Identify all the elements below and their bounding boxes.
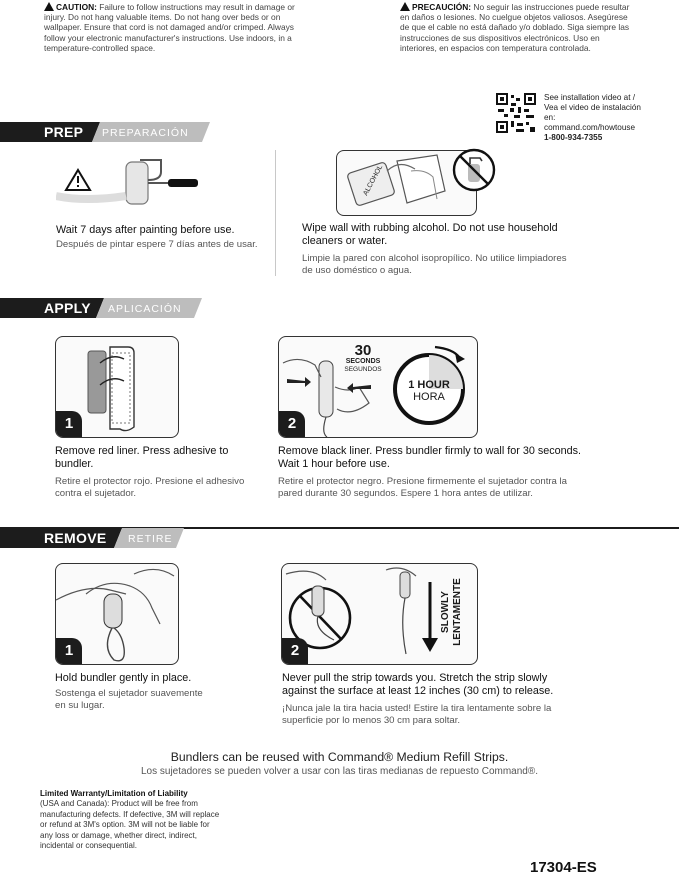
warranty-block: [40, 789, 220, 851]
warning-icon: [44, 2, 54, 11]
warning-icon: [400, 2, 410, 11]
qr-code[interactable]: [496, 93, 536, 133]
video-url[interactable]: command.com/howtouse: [544, 123, 636, 132]
remove-step1-text-es: Sostenga el sujetador suavemente en su lugar.: [55, 688, 203, 711]
hold-bundler-illustration: [55, 563, 179, 665]
caution-en: [44, 2, 312, 53]
apply-step1-text: Remove red liner. Press adhesive to bundler.: [55, 445, 229, 470]
hour-label-es: HORA: [413, 391, 445, 403]
video-info: [544, 93, 644, 143]
step-number-badge: 1: [56, 638, 82, 664]
precaucion-label: PRECAUCIÓN:: [412, 2, 472, 12]
remove-red-liner-illustration: [55, 336, 179, 438]
prep-step1-text-es: Después de pintar espere 7 días antes de usar.: [56, 239, 258, 250]
remove-step1-text: Hold bundler gently in place.: [55, 672, 192, 684]
alcohol-label: ALCOHOL: [362, 164, 385, 197]
prep-step2-text-es: Limpie la pared con alcohol isopropílico. No utilice limpiadores de uso doméstico o agua.: [302, 253, 567, 276]
caution-es: [400, 2, 636, 53]
step-number-badge: 2: [279, 411, 305, 437]
apply-step2-text: Remove black liner. Press bundler firmly to wall for 30 seconds. Wait 1 hour before use.: [278, 445, 582, 470]
seconds-timer: [341, 343, 385, 374]
warranty-text: (USA and Canada): Product will be free from manufacturing defects. If defective, 3M will replace or refund at 3M's option. 3M will not be liable for any loss or damage, whether direct, indirect, incidental or consequential.: [40, 799, 220, 851]
seconds-label: SECONDS: [345, 358, 381, 365]
paint-roller-illustration: [56, 152, 206, 212]
apply-title-es: APLICACIÓN: [108, 303, 182, 315]
caution-text: Failure to follow instructions may result in damage or injury. Do not hang valuable items. Do not hang over beds or on wallpaper. Ensure that cord is not damaged and/or crimped. Always follow your electronic manufacturer's instructions. Use indoors, in a temperature-controlled space.: [44, 2, 295, 53]
product-code: 17304-ES: [530, 859, 597, 876]
hour-label: 1 HOUR: [408, 379, 450, 391]
apply-step1-text-es: Retire el protector rojo. Presione el adhesivo contra el sujetador.: [55, 476, 245, 499]
precaucion-text: No seguir las instrucciones puede resultar en daños o lesiones. No cuelgue objetos valiosos. Asegúrese de que el cable no está dañado y/o doblado. Siga siempre las instrucciones de sus dispositivos electrónicos. Uso en interiores, en espacios con temperatura controlada.: [400, 2, 630, 53]
prep-step2-text: Wipe wall with rubbing alcohol. Do not use household cleaners or water.: [302, 222, 558, 247]
slowly-text: SLOWLY: [440, 591, 451, 633]
warranty-title: Limited Warranty/Limitation of Liability: [40, 789, 188, 798]
seconds-number: 30: [354, 342, 372, 359]
caution-label: CAUTION:: [56, 2, 97, 12]
seconds-label-es: SEGUNDOS: [344, 366, 382, 373]
slowly-text-es: LENTAMENTE: [452, 578, 463, 646]
remove-step2-text-es: ¡Nunca jale la tira hacia usted! Estire la tira lentamente sobre la superficie por lo menos 30 cm para soltar.: [282, 703, 552, 726]
remove-section-header: [0, 528, 186, 548]
prep-title-es: PREPARACIÓN: [102, 127, 189, 139]
reuse-note-es: Los sujetadores se pueden volver a usar con las tiras medianas de repuesto Command®.: [140, 766, 539, 777]
step-number-badge: 1: [56, 411, 82, 437]
no-spray-icon: [452, 148, 496, 192]
clock-icon: [397, 379, 461, 403]
video-phone: 1-800-934-7355: [544, 133, 603, 142]
step-number-badge: 2: [282, 638, 308, 664]
prep-step1-text: Wait 7 days after painting before use.: [56, 224, 235, 236]
remove-title-es: RETIRE: [128, 533, 173, 545]
prep-title: PREP: [44, 124, 84, 140]
apply-section-header: [0, 298, 204, 318]
prep-section-header: [0, 122, 212, 142]
stretch-strip-illustration: [281, 563, 478, 665]
apply-title: APPLY: [44, 300, 91, 316]
video-text: See installation video at / Vea el video de instalación en:: [544, 93, 641, 122]
remove-title: REMOVE: [44, 530, 107, 546]
remove-step2-text: Never pull the strip towards you. Stretch the strip slowly against the surface at least 12 inches (30 cm) to release.: [282, 672, 554, 697]
press-bundler-illustration: [278, 336, 478, 438]
slowly-label: [440, 572, 464, 652]
reuse-note: Bundlers can be reused with Command® Medium Refill Strips.: [170, 750, 509, 764]
apply-step2-text-es: Retire el protector negro. Presione firmemente el sujetador contra la pared durante 30 segundos. Espere 1 hora antes de utilizar.: [278, 476, 568, 499]
